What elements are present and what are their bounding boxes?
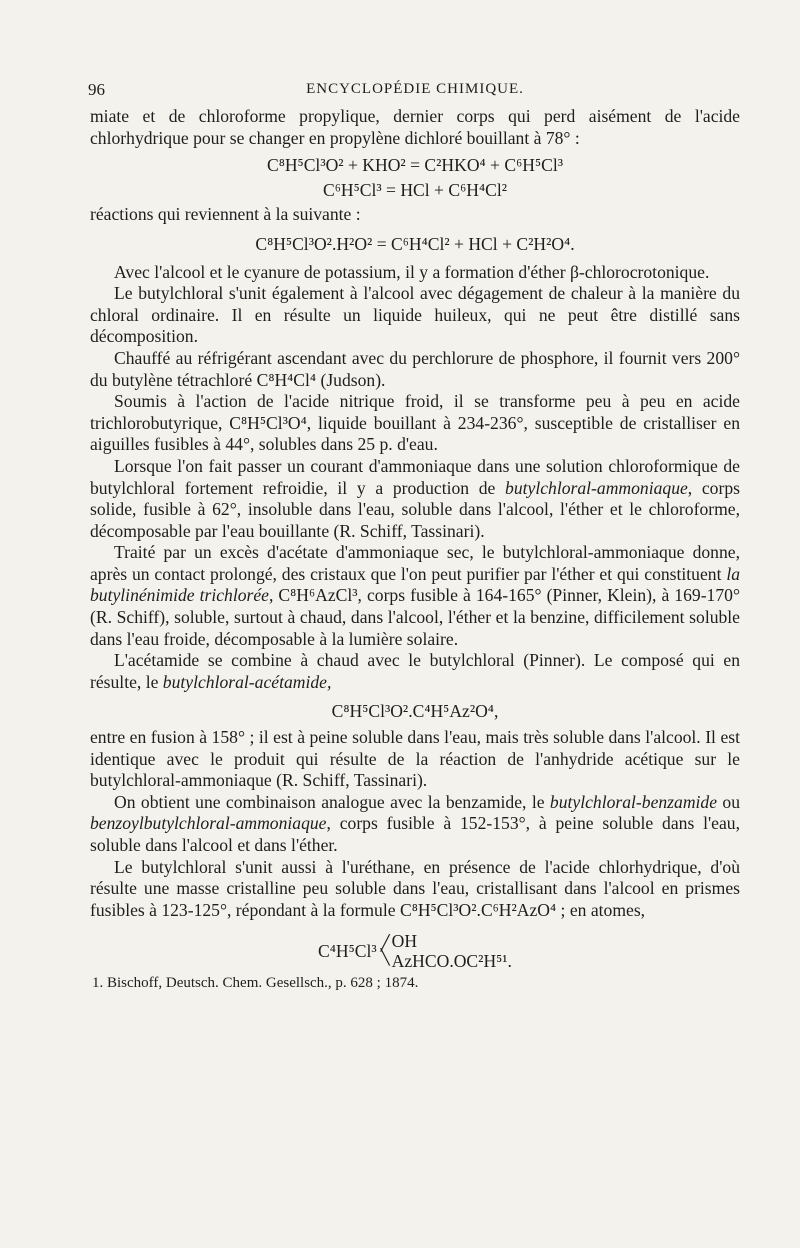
footnote: 1. Bischoff, Deutsch. Chem. Gesellsch., p. 628 ; 1874. [92, 975, 419, 992]
text-run: , [268, 585, 279, 606]
text-run: Chauffé au réfrigérant ascendant avec du perchlorure de phosphore, il fournit vers 200° du butylène tétrachloré [90, 347, 740, 390]
text-run: , liquide bouillant à 234-236°, susceptible de cristalliser en aiguilles fusibles à 44°, solubles dans 25 p. d'eau. [90, 412, 740, 455]
text-run: (Judson). [316, 369, 386, 390]
paragraph [90, 391, 740, 456]
paragraph [90, 456, 740, 542]
paragraph: miate et de chloroforme propylique, dernier corps qui perd aisément de l'acide chlorhydrique pour se changer en propylène dichloré bouillant à 78° : [90, 106, 740, 148]
inline-formula: C⁸H⁴Cl⁴ [256, 369, 317, 390]
paragraph: Avec l'alcool et le cyanure de potassium, il y a formation d'éther β-chlorocrotonique. [114, 261, 710, 282]
equation: C⁶H⁵Cl³ = HCl + C⁶H⁴Cl² [323, 179, 507, 200]
body-text [90, 106, 740, 971]
paragraph: Le butylchloral s'unit également à l'alcool avec dégagement de chaleur à la manière du chloral ordinaire. Il en résulte un liquide huileux, qui ne peut être distillé sans décomposition. [90, 283, 740, 347]
italic-term: la butylinénimide trichlorée [90, 563, 740, 606]
text-run: Le butylchloral s'unit aussi à l'uréthane, en présence de l'acide chlorhydrique, d'où résulte une masse cristalline peu soluble dans l'eau, cristallisant dans l'alcool en prismes fusibles à 123-125°, répondant à la formule [90, 856, 740, 920]
text-run: ou [717, 791, 740, 812]
text-run: , corps solide, fusible à 62°, insoluble dans l'eau, soluble dans l'alcool, l'éther et le chloroforme, décomposable par l'eau bouillante (R. Schiff, Tassinari). [90, 477, 740, 541]
running-title: ENCYCLOPÉDIE CHIMIQUE. [306, 81, 524, 97]
text-run: , corps fusible à 164-165° (Pinner, Klein), à 169-170° (R. Schiff), soluble, surtout à chaud, dans l'alcool, l'éther et la benzine, difficilement soluble dans l'eau froide, décomposable à la lumière solaire. [90, 585, 740, 649]
text-run: On obtient une combinaison analogue avec la benzamide, le [114, 791, 550, 812]
page-header [90, 74, 740, 104]
italic-term: benzoylbutylchloral-ammoniaque [90, 813, 327, 834]
inline-formula: C⁸H⁵Cl³O².C⁶H²AzO⁴ [399, 899, 557, 920]
formula-stem: C⁴H⁵Cl³ [318, 940, 377, 961]
equation: C⁸H⁵Cl³O² + KHO² = C²HKO⁴ + C⁶H⁵Cl³ [266, 155, 563, 176]
paragraph [90, 650, 740, 693]
inline-formula: C⁸H⁶AzCl³ [278, 585, 358, 606]
text-run: , corps fusible à 152-153°, à peine soluble dans l'eau, soluble dans l'alcool et dans l'éther. [90, 813, 740, 855]
bond-lines: ╱ ╲ [380, 936, 390, 967]
paragraph [90, 792, 740, 857]
text-run: Traité par un excès d'acétate d'ammoniaque sec, le butylchloral-ammoniaque donne, après un contact prolongé, des cristaux que l'on peut purifier par l'éther et qui constituent [90, 542, 740, 584]
page [90, 74, 740, 992]
inline-formula: C⁸H⁵Cl³O⁴ [229, 412, 307, 433]
equation: C⁸H⁵Cl³O².H²O² = C⁶H⁴Cl² + HCl + C²H²O⁴. [255, 233, 575, 254]
paragraph [90, 348, 740, 391]
paragraph: entre en fusion à 158° ; il est à peine soluble dans l'eau, mais très soluble dans l'alcool. Il est identique avec le produit qui résulte de la réaction de l'anhydride acétique sur le butylchloral-ammoniaque (R. Schiff, Tassinari). [90, 727, 740, 791]
text-run: ; en atomes, [556, 899, 646, 920]
text-run: L'acétamide se combine à chaud avec le butylchloral (Pinner). Le composé qui en résulte, le [90, 650, 740, 692]
branch-top: OH [391, 931, 418, 952]
equation: C⁸H⁵Cl³O².C⁴H⁵Az²O⁴, [331, 701, 499, 722]
italic-term: butylchloral-acétamide, [162, 671, 332, 692]
text-run: Soumis à l'action de l'acide nitrique froid, il se transforme peu à peu en acide trichlorobutyrique, [90, 391, 740, 433]
paragraph: réactions qui reviennent à la suivante : [90, 204, 361, 225]
italic-term: butylchloral-benzamide [549, 791, 718, 812]
italic-term: butylchloral-ammoniaque [505, 477, 688, 498]
page-number: 96 [88, 80, 105, 99]
text-run: Lorsque l'on fait passer un courant d'ammoniaque dans une solution chloroformique de butylchloral fortement refroidie, il y a production de [90, 455, 740, 498]
paragraph [90, 857, 740, 922]
structural-formula [90, 931, 740, 971]
paragraph [90, 542, 740, 650]
branch-bottom: AzHCO.OC²H⁵¹. [391, 951, 512, 972]
formula-branches [392, 931, 512, 971]
